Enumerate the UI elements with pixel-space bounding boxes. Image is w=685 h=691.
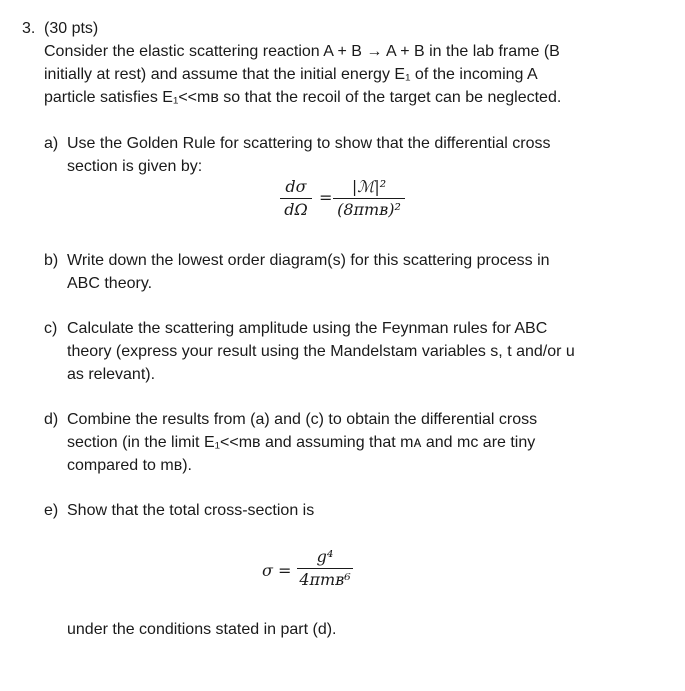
part-e-label: e) [44,502,59,519]
intro-line-1: Consider the elastic scattering reaction A + B → A + B in the lab frame (B [44,43,560,60]
four-pi-mb-sixth: 4πmʙ⁶ [299,570,351,589]
part-c-line-1: Calculate the scattering amplitude using the Feynman rules for ABC [67,320,548,337]
part-b-label: b) [44,252,59,269]
part-a-line-1: Use the Golden Rule for scattering to show that the differential cross [67,135,551,152]
part-c-line-3: as relevant). [67,366,156,383]
part-c-line-2: theory (express your result using the Mandelstam variables s, t and/or u [67,343,575,360]
amplitude-squared: |ℳ|² [351,177,387,196]
eight-pi-mb-squared: (8πmʙ)² [337,200,401,219]
part-d-label: d) [44,411,59,428]
intro-line-3: particle satisfies E₁<<mʙ so that the recoil of the target can be neglected. [44,89,562,106]
amplitude-fraction [333,178,405,219]
part-d-line-1: Combine the results from (a) and (c) to obtain the differential cross [67,411,538,428]
intro-line-2: initially at rest) and assume that the initial energy E₁ of the incoming A [44,66,538,83]
dsigma-domega-fraction [280,178,312,219]
part-b-line-2: ABC theory. [67,275,153,292]
problem-points: (30 pts) [44,20,99,37]
part-e-after: under the conditions stated in part (d). [67,621,337,638]
dsigma-numerator: dσ [285,177,307,196]
problem-number: 3. [22,20,36,37]
sigma-equals: σ = [262,561,292,580]
part-a-line-2: section is given by: [67,158,203,175]
part-a-equals: = [319,188,333,207]
part-c-label: c) [44,320,58,337]
part-d-line-2: section (in the limit E₁<<mʙ and assuming that mᴀ and mᴄ are tiny [67,434,536,451]
part-b-line-1: Write down the lowest order diagram(s) for this scattering process in [67,252,550,269]
part-e-line-1: Show that the total cross-section is [67,502,315,519]
part-d-line-3: compared to mʙ). [67,457,192,474]
g-fourth: g⁴ [316,547,334,566]
domega-denominator: dΩ [284,200,308,219]
total-cross-section-fraction [297,548,353,589]
part-a-label: a) [44,135,59,152]
